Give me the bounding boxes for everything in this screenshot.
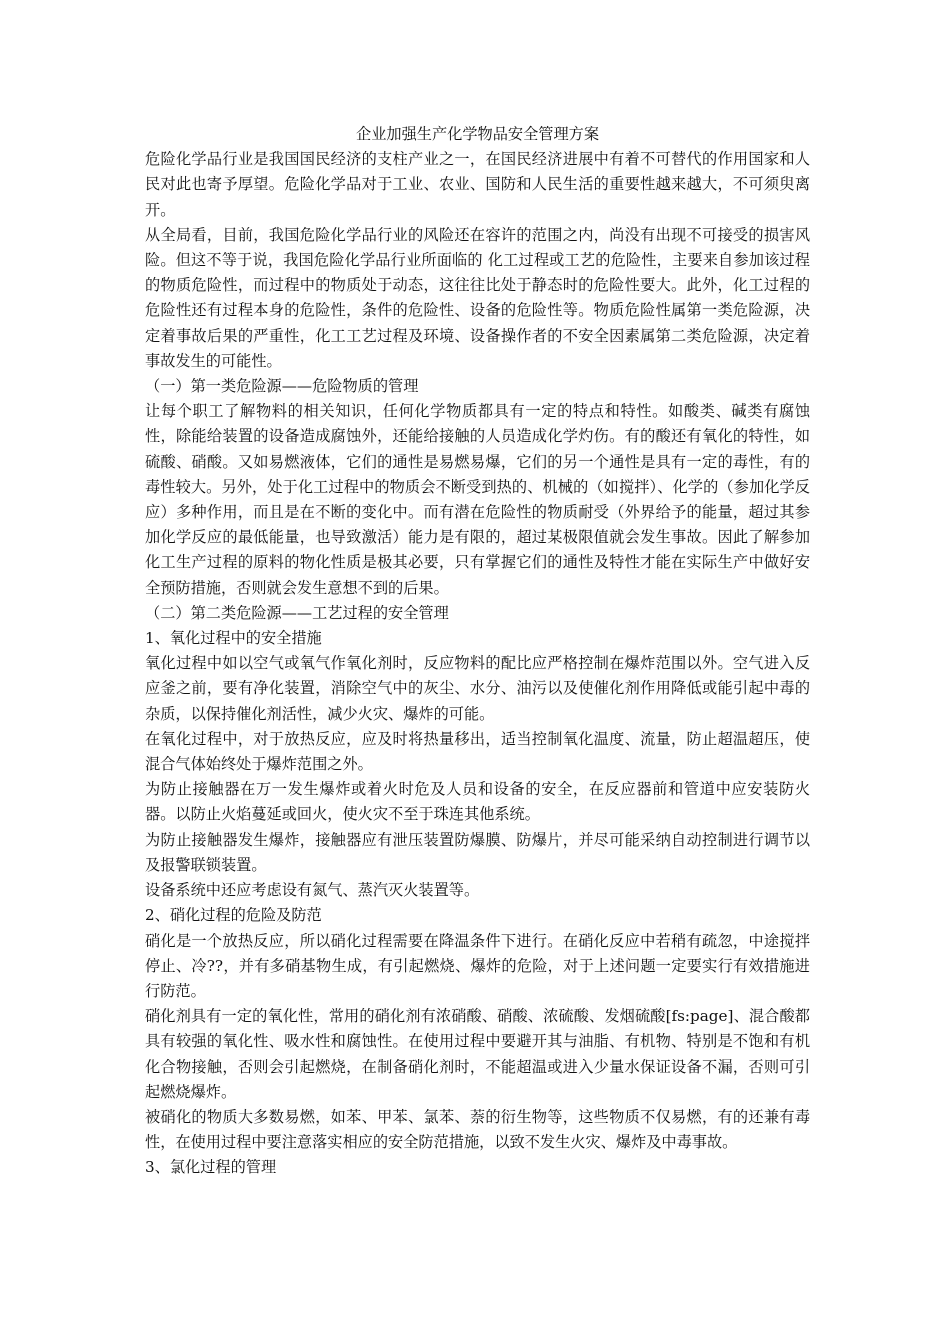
paragraph-oxidation-2: 在氧化过程中，对于放热反应，应及时将热量移出，适当控制氧化温度、流量，防止超温超压，使混合气体始终处于爆炸范围之外。 (145, 729, 810, 774)
document-page (145, 122, 810, 1181)
paragraph-oxidation-1: 氧化过程中如以空气或氧气作氧化剂时，反应物料的配比应严格控制在爆炸范围以外。空气进入反应釜之前，要有净化装置，消除空气中的灰尘、水分、油污以及使催化剂作用降低或能引起中毒的杂质，以保持催化剂活性，减少火灾、爆炸的可能。 (145, 654, 810, 723)
document-title: 企业加强生产化学物品安全管理方案 (356, 125, 599, 143)
subsection-heading-oxidation: 1、氧化过程中的安全措施 (145, 629, 322, 648)
paragraph-nitration-3: 被硝化的物质大多数易燃，如苯、甲苯、氯苯、萘的衍生物等，这些物质不仅易燃，有的还兼有毒性，在使用过程中要注意落实相应的安全防范措施，以致不发生火灾、爆炸及中毒事故。 (145, 1107, 810, 1152)
paragraph-oxidation-3: 为防止接触器在万一发生爆炸或着火时危及人员和设备的安全，在反应器前和管道中应安装防火器。以防止火焰蔓延或回火，使火灾不至于珠连其他系统。 (145, 780, 810, 824)
section-heading-2: （二）第二类危险源——工艺过程的安全管理 (145, 603, 449, 622)
subsection-heading-chlorination: 3、氯化过程的管理 (145, 1158, 277, 1177)
paragraph-overview: 从全局看，目前，我国危险化学品行业的风险还在容许的范围之内，尚没有出现不可接受的损害风险。但这不等于说，我国危险化学品行业所面临的 化工过程或工艺的危险性，主要来自参加该过程的物质危险性，而过程中的物质处于动态，这往往比处于静态时的危险性要大。此外，化工过程的危险性还有过程本身的危险性，条件的危险性、设备的危险性等。物质危险性属第一类危险源，决定着事故后果的严重性，化工工艺过程及环境、设备操作者的不安全因素属第二类危险源，决定着事故发生的可能性。 (145, 225, 810, 370)
paragraph-nitration-2: 硝化剂具有一定的氧化性，常用的硝化剂有浓硝酸、硝酸、浓硫酸、发烟硫酸[fs:page]、混合酸都具有较强的氧化性、吸水性和腐蚀性。在使用过程中要避开其与油脂、有机物、特别是不饱和有机化合物接触，否则会引起燃烧，在制备硝化剂时，不能超温或进入少量水保证设备不漏，否则可引起燃烧爆炸。 (145, 1007, 810, 1101)
section-heading-1: （一）第一类危险源——危险物质的管理 (145, 377, 419, 396)
paragraph-materials: 让每个职工了解物料的相关知识，任何化学物质都具有一定的特点和特性。如酸类、碱类有腐蚀性，除能给装置的设备造成腐蚀外，还能给接触的人员造成化学灼伤。有的酸还有氧化的特性，如硫酸、硝酸。又如易燃液体，它们的通性是易燃易爆，它们的另一个通性是具有一定的毒性，有的毒性较大。另外，处于化工过程中的物质会不断受到热的、机械的（如搅拌）、化学的（参加化学反应）多种作用，而且是在不断的变化中。而有潜在危险性的物质耐受（外界给予的能量，超过其参加化学反应的最低能量，也导致激活）能力是有限的，超过某极限值就会发生事故。因此了解参加化工生产过程的原料的物化性质是极其必要，只有掌握它们的通性及特性才能在实际生产中做好安全预防措施，否则就会发生意想不到的后果。 (145, 402, 810, 597)
paragraph-nitration-1: 硝化是一个放热反应，所以硝化过程需要在降温条件下进行。在硝化反应中若稍有疏忽，中途搅拌停止、冷??，并有多硝基物生成，有引起燃烧、爆炸的危险，对于上述问题一定要实行有效措施进行防范。 (145, 931, 810, 1000)
subsection-heading-nitration: 2、硝化过程的危险及防范 (145, 906, 322, 925)
paragraph-intro: 危险化学品行业是我国国民经济的支柱产业之一，在国民经济进展中有着不可替代的作用国家和人民对此也寄予厚望。危险化学品对于工业、农业、国防和人民生活的重要性越来越大，不可须臾离开。 (145, 150, 810, 219)
paragraph-oxidation-5: 设备系统中还应考虑设有氮气、蒸汽灭火装置等。 (145, 881, 480, 900)
paragraph-oxidation-4: 为防止接触器发生爆炸，接触器应有泄压装置防爆膜、防爆片，并尽可能采纳自动控制进行调节以及报警联锁装置。 (145, 830, 810, 874)
